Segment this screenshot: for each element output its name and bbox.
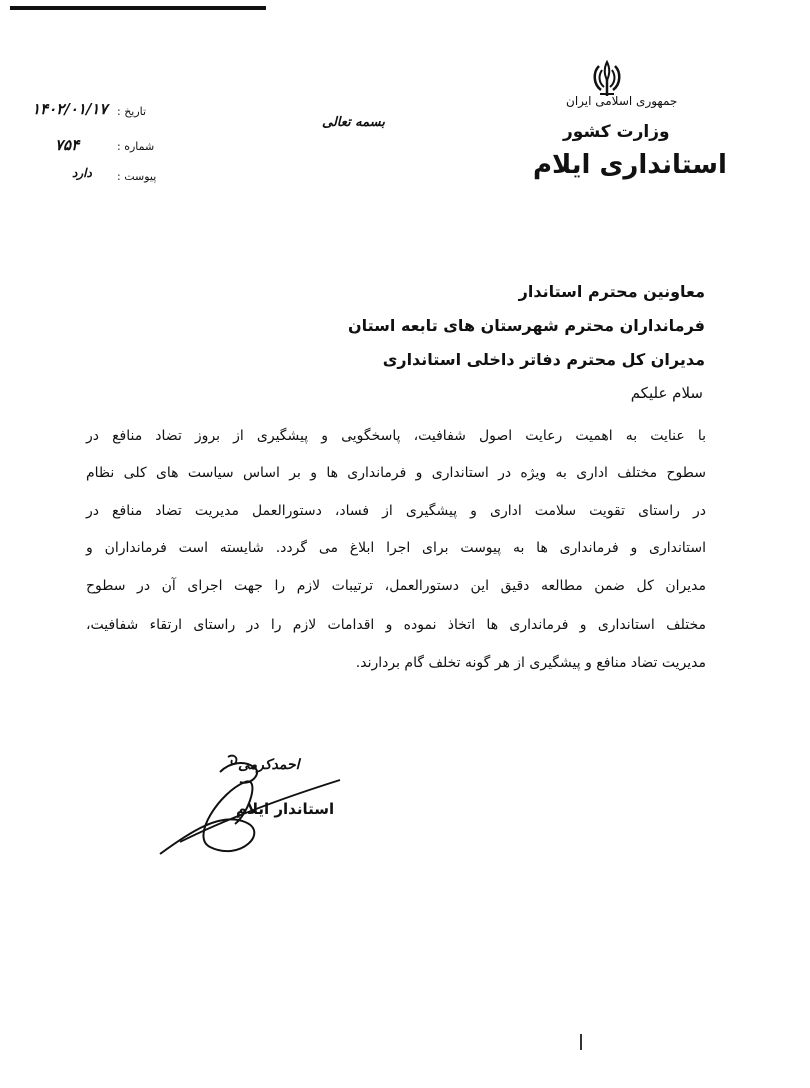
number-label: شماره :	[117, 140, 155, 153]
page-mark	[580, 1034, 582, 1050]
signer-title: استاندار ایلام	[236, 800, 335, 818]
recipient-line: معاونین محترم استاندار	[518, 282, 705, 301]
office-title: استانداری ایلام	[533, 150, 727, 180]
body-line: مختلف استانداری و فرمانداری ها اتخاذ نموده و اقدامات لازم را در راستای ارتقاء شفافیت،	[86, 617, 706, 633]
republic-label: جمهوری اسلامی ایران	[566, 94, 678, 108]
attachment-value: دارد	[72, 166, 92, 180]
body-line: سطوح مختلف اداری به ویژه در استانداری و فرمانداری ها و بر اساس سیاست های کلی نظام	[86, 465, 706, 481]
greeting: سلام علیکم	[630, 384, 703, 402]
number-value: ۷۵۴	[55, 136, 80, 154]
signer-name: احمدکرمی	[238, 757, 300, 773]
date-value: ۱۴۰۲/۰۱/۱۷	[32, 100, 108, 118]
recipient-line: فرمانداران محترم شهرستان های تابعه استان	[347, 316, 705, 335]
recipient-line: مدیران کل محترم دفاتر داخلی استانداری	[382, 350, 705, 369]
top-rule	[10, 6, 266, 10]
body-line: مدیریت تضاد منافع و پیشگیری از هر گونه تخلف گام بردارند.	[355, 655, 706, 671]
attachment-label: پیوست :	[117, 170, 157, 183]
body-line: در راستای تقویت سلامت اداری و پیشگیری از فساد، دستورالعمل مدیریت تضاد منافع در	[86, 503, 706, 519]
body-line: استانداری و فرمانداری ها به پیوست برای اجرا ابلاغ می گردد. شایسته است فرمانداران و	[86, 540, 706, 556]
basmala: بسمه تعالی	[322, 115, 385, 130]
ministry-label: وزارت کشور	[563, 122, 670, 142]
body-line: با عنایت به اهمیت رعایت اصول شفافیت، پاسخگویی و پیشگیری از بروز تضاد منافع در	[86, 428, 706, 444]
date-label: تاریخ :	[117, 105, 147, 118]
body-line: مدیران کل ضمن مطالعه دقیق این دستورالعمل، ترتیبات لازم را جهت اجرای آن در سطوح	[86, 578, 706, 594]
